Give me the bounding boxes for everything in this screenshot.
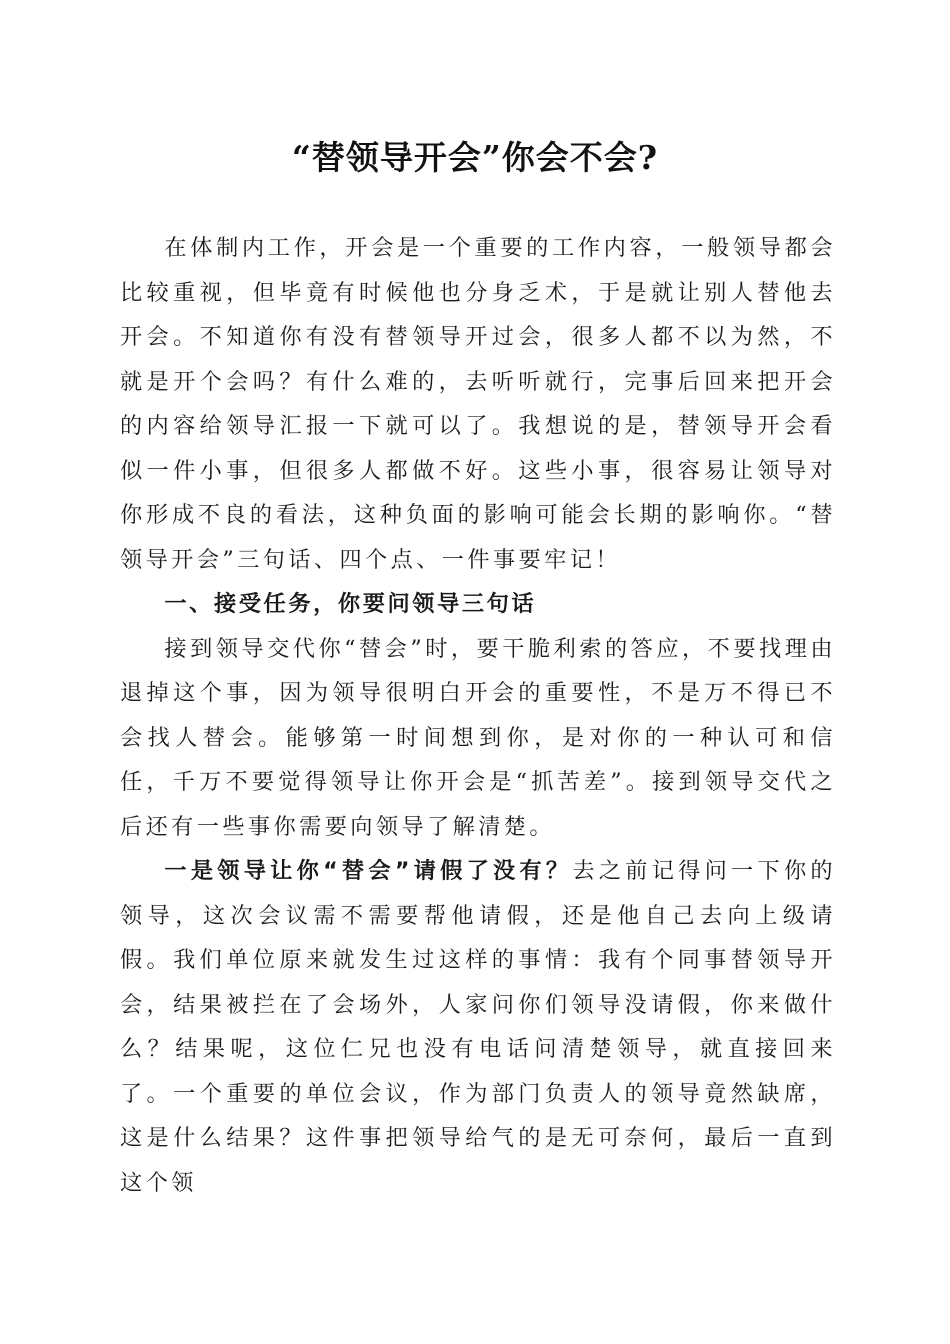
point-text: 去之前记得问一下你的领导，这次会议需不需要帮他请假，还是他自己去向上级请假。我们单位原来就发生过这样的事情：我有个同事替领导开会，结果被拦在了会场外，人家问你们领导没请假，你来做什么？结果呢，这位仁兄也没有电话问清楚领导，就直接回来了。一个重要的单位会议，作为部门负责人的领导竟然缺席，这是什么结果？这件事把领导给气的是无可奈何，最后一直到这个领 — [120, 858, 836, 1196]
document-title: “替领导开会”你会不会? — [291, 138, 659, 177]
document-body — [120, 226, 836, 1205]
point-lead: 一是领导让你“替会”请假了没有？ — [164, 858, 573, 884]
point-paragraph — [120, 849, 836, 1205]
intro-paragraph: 在体制内工作，开会是一个重要的工作内容，一般领导都会比较重视，但毕竟有时候他也分身乏术，于是就让别人替他去开会。不知道你有没有替领导开过会，很多人都不以为然，不就是开个会吗？有什么难的，去听听就行，完事后回来把开会的内容给领导汇报一下就可以了。我想说的是，替领导开会看似一件小事，但很多人都做不好。这些小事，很容易让领导对你形成不良的看法，这种负面的影响可能会长期的影响你。“替领导开会”三句话、四个点、一件事要牢记！ — [120, 235, 836, 573]
section-heading: 一、接受任务，你要问领导三句话 — [164, 591, 537, 617]
section-paragraph: 接到领导交代你“替会”时，要干脆利索的答应，不要找理由退掉这个事，因为领导很明白开会的重要性，不是万不得已不会找人替会。能够第一时间想到你，是对你的一种认可和信任，千万不要觉得领导让你开会是“抓苦差”。接到领导交代之后还有一些事你需要向领导了解清楚。 — [120, 635, 836, 840]
